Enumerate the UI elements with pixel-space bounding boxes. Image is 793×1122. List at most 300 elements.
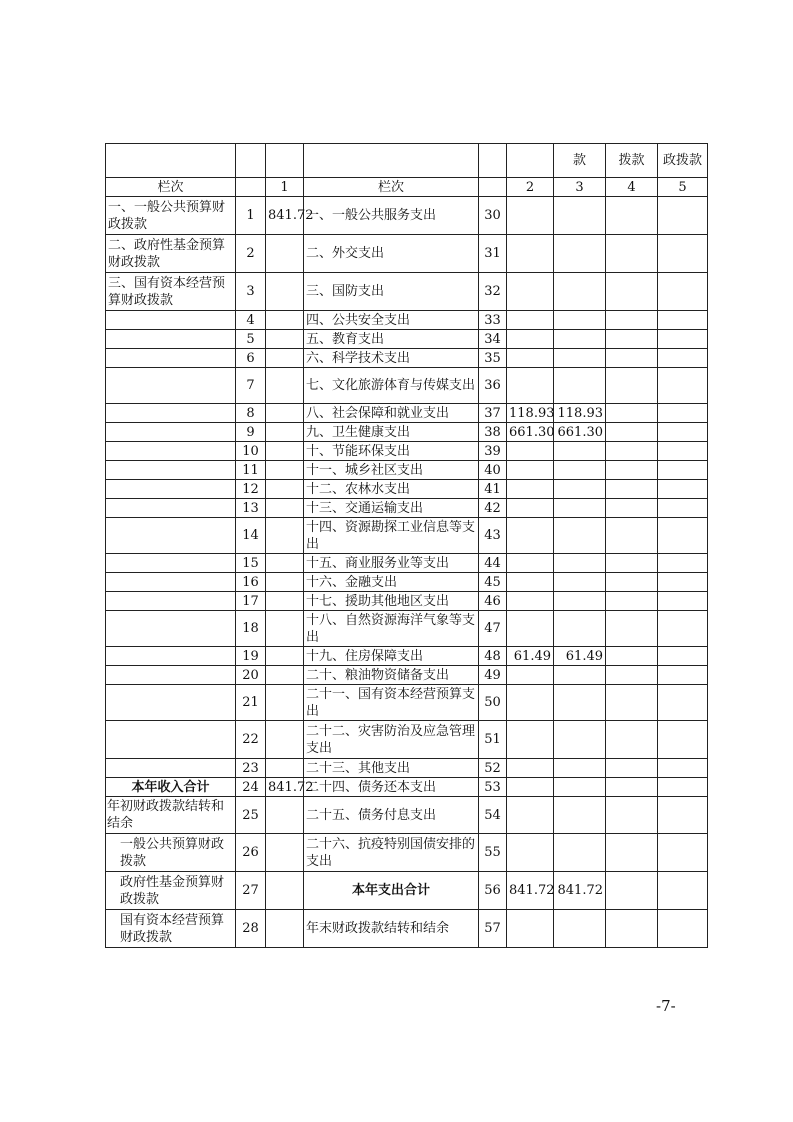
expense-line-no: 42: [479, 499, 507, 518]
column-number-row: [106, 178, 708, 197]
amount-col-2: [507, 778, 554, 797]
expense-line-no: 55: [479, 834, 507, 872]
expense-item-cell: 二十四、债务还本支出: [304, 778, 479, 797]
amount-col-4: [606, 499, 658, 518]
income-line-no: 23: [236, 759, 266, 778]
col-label: 栏次: [106, 178, 236, 197]
col-label: 3: [554, 178, 606, 197]
amount-col-2: [507, 554, 554, 573]
income-item-cell: 年初财政拨款结转和结余: [106, 797, 236, 834]
amount-col-5: [658, 910, 708, 948]
income-item-cell: [106, 461, 236, 480]
income-item-cell: [106, 480, 236, 499]
table-row: [106, 685, 708, 721]
income-line-no: 8: [236, 404, 266, 423]
income-item-cell: [106, 349, 236, 368]
table-row: [106, 592, 708, 611]
amount-col-4: [606, 611, 658, 647]
amount-col-4: [606, 518, 658, 554]
income-line-no: 5: [236, 330, 266, 349]
amount-col-4: [606, 592, 658, 611]
income-item-cell: [106, 647, 236, 666]
expense-line-no: 52: [479, 759, 507, 778]
amount-col-4: [606, 872, 658, 910]
amount-col-4: [606, 423, 658, 442]
amount-col-3: [554, 461, 606, 480]
income-item-cell: 国有资本经营预算财政拨款: [106, 910, 236, 948]
amount-col-3: [554, 592, 606, 611]
income-amount-cell: [266, 349, 304, 368]
expense-item-cell: 八、社会保障和就业支出: [304, 404, 479, 423]
income-line-no: 21: [236, 685, 266, 721]
page-number: -7-: [656, 997, 676, 1015]
amount-col-5: [658, 423, 708, 442]
income-amount-cell: [266, 721, 304, 759]
table-row: [106, 349, 708, 368]
amount-col-5: [658, 592, 708, 611]
income-line-no: 24: [236, 778, 266, 797]
expense-line-no: 35: [479, 349, 507, 368]
amount-col-5: [658, 685, 708, 721]
expense-item-cell: 十七、援助其他地区支出: [304, 592, 479, 611]
income-line-no: 28: [236, 910, 266, 948]
income-amount-cell: [266, 573, 304, 592]
amount-col-5: [658, 518, 708, 554]
income-line-no: 3: [236, 273, 266, 311]
blank-cell: [236, 178, 266, 197]
amount-col-2: [507, 349, 554, 368]
expense-line-no: 41: [479, 480, 507, 499]
blank-cell: [236, 144, 266, 178]
expense-item-cell: 一、一般公共服务支出: [304, 197, 479, 235]
income-line-no: 25: [236, 797, 266, 834]
amount-col-4: [606, 797, 658, 834]
amount-col-3: [554, 759, 606, 778]
amount-col-3: [554, 499, 606, 518]
income-line-no: 6: [236, 349, 266, 368]
amount-col-2: [507, 797, 554, 834]
income-amount-cell: [266, 404, 304, 423]
expense-line-no: 31: [479, 235, 507, 273]
expense-line-no: 32: [479, 273, 507, 311]
income-line-no: 16: [236, 573, 266, 592]
amount-col-2: [507, 480, 554, 499]
income-line-no: 2: [236, 235, 266, 273]
amount-col-2: [507, 685, 554, 721]
income-line-no: 9: [236, 423, 266, 442]
income-amount-cell: 841.72: [266, 778, 304, 797]
income-item-cell: [106, 592, 236, 611]
income-line-no: 17: [236, 592, 266, 611]
income-amount-cell: [266, 311, 304, 330]
amount-col-4: [606, 442, 658, 461]
amount-col-3: [554, 554, 606, 573]
amount-col-3: 841.72: [554, 872, 606, 910]
amount-col-4: [606, 647, 658, 666]
amount-col-5: [658, 311, 708, 330]
amount-col-3: [554, 666, 606, 685]
table-row: [106, 423, 708, 442]
amount-col-3: [554, 573, 606, 592]
income-amount-cell: [266, 518, 304, 554]
table-row: [106, 778, 708, 797]
income-amount-cell: [266, 442, 304, 461]
amount-col-3: [554, 197, 606, 235]
income-line-no: 14: [236, 518, 266, 554]
amount-col-3: [554, 368, 606, 404]
table-row: [106, 442, 708, 461]
expense-line-no: 43: [479, 518, 507, 554]
income-line-no: 7: [236, 368, 266, 404]
table-row: [106, 311, 708, 330]
income-item-cell: 三、国有资本经营预算财政拨款: [106, 273, 236, 311]
amount-col-5: [658, 235, 708, 273]
amount-col-3: [554, 721, 606, 759]
income-item-cell: [106, 423, 236, 442]
expense-line-no: 34: [479, 330, 507, 349]
income-amount-cell: [266, 330, 304, 349]
amount-col-3: [554, 273, 606, 311]
amount-col-4: [606, 461, 658, 480]
amount-col-5: [658, 349, 708, 368]
amount-col-2: [507, 273, 554, 311]
blank-cell: [304, 144, 479, 178]
amount-col-5: [658, 611, 708, 647]
amount-col-4: [606, 721, 658, 759]
col-label: 5: [658, 178, 708, 197]
expense-line-no: 56: [479, 872, 507, 910]
expense-item-cell: 年末财政拨款结转和结余: [304, 910, 479, 948]
amount-col-5: [658, 721, 708, 759]
table-row: [106, 330, 708, 349]
income-amount-cell: [266, 423, 304, 442]
amount-col-3: [554, 778, 606, 797]
expense-item-cell: 十六、金融支出: [304, 573, 479, 592]
income-amount-cell: [266, 797, 304, 834]
amount-col-3: 118.93: [554, 404, 606, 423]
income-amount-cell: [266, 872, 304, 910]
income-item-cell: [106, 759, 236, 778]
header-top-label: 款: [554, 144, 606, 178]
income-item-cell: [106, 442, 236, 461]
expense-line-no: 46: [479, 592, 507, 611]
amount-col-2: 661.30: [507, 423, 554, 442]
amount-col-5: [658, 461, 708, 480]
col-label: 1: [266, 178, 304, 197]
income-item-cell: [106, 368, 236, 404]
income-line-no: 10: [236, 442, 266, 461]
header-top-row: [106, 144, 708, 178]
table-row: [106, 554, 708, 573]
expense-item-cell: 二十五、债务付息支出: [304, 797, 479, 834]
expense-item-cell: 二十一、国有资本经营预算支出: [304, 685, 479, 721]
amount-col-3: [554, 442, 606, 461]
col-label: 栏次: [304, 178, 479, 197]
income-item-cell: [106, 499, 236, 518]
amount-col-3: [554, 311, 606, 330]
income-line-no: 27: [236, 872, 266, 910]
amount-col-4: [606, 349, 658, 368]
income-item-cell: [106, 311, 236, 330]
expense-item-cell: 六、科学技术支出: [304, 349, 479, 368]
income-amount-cell: [266, 480, 304, 499]
income-item-cell: 政府性基金预算财政拨款: [106, 872, 236, 910]
header-top-label: 政拨款: [658, 144, 708, 178]
expense-item-cell: 十二、农林水支出: [304, 480, 479, 499]
expense-item-cell: 十五、商业服务业等支出: [304, 554, 479, 573]
table-row: [106, 872, 708, 910]
amount-col-5: [658, 368, 708, 404]
amount-col-3: [554, 797, 606, 834]
expense-line-no: 37: [479, 404, 507, 423]
income-item-cell: [106, 554, 236, 573]
budget-table: [105, 143, 708, 948]
income-item-cell: [106, 573, 236, 592]
income-amount-cell: [266, 235, 304, 273]
amount-col-4: [606, 235, 658, 273]
amount-col-4: [606, 685, 658, 721]
income-amount-cell: [266, 910, 304, 948]
income-item-cell: [106, 330, 236, 349]
table-row: [106, 666, 708, 685]
amount-col-4: [606, 330, 658, 349]
income-item-cell: [106, 685, 236, 721]
expense-line-no: 33: [479, 311, 507, 330]
table-row: [106, 721, 708, 759]
amount-col-4: [606, 197, 658, 235]
income-item-cell: [106, 518, 236, 554]
table-row: [106, 461, 708, 480]
amount-col-2: [507, 611, 554, 647]
amount-col-2: [507, 330, 554, 349]
income-amount-cell: [266, 611, 304, 647]
col-label: 2: [507, 178, 554, 197]
table-row: [106, 573, 708, 592]
amount-col-2: [507, 368, 554, 404]
amount-col-5: [658, 797, 708, 834]
expense-item-cell: 二十六、抗疫特别国债安排的支出: [304, 834, 479, 872]
income-line-no: 1: [236, 197, 266, 235]
amount-col-5: [658, 480, 708, 499]
amount-col-2: [507, 197, 554, 235]
amount-col-5: [658, 778, 708, 797]
amount-col-3: 61.49: [554, 647, 606, 666]
amount-col-3: [554, 834, 606, 872]
income-item-cell: 二、政府性基金预算财政拨款: [106, 235, 236, 273]
amount-col-2: 118.93: [507, 404, 554, 423]
col-label: 4: [606, 178, 658, 197]
amount-col-2: [507, 518, 554, 554]
expense-line-no: 51: [479, 721, 507, 759]
amount-col-2: 841.72: [507, 872, 554, 910]
income-amount-cell: [266, 666, 304, 685]
amount-col-5: [658, 666, 708, 685]
income-line-no: 13: [236, 499, 266, 518]
income-amount-cell: [266, 554, 304, 573]
table-row: [106, 197, 708, 235]
amount-col-4: [606, 404, 658, 423]
table-row: [106, 611, 708, 647]
amount-col-2: [507, 592, 554, 611]
amount-col-4: [606, 273, 658, 311]
income-amount-cell: [266, 592, 304, 611]
income-item-cell: 本年收入合计: [106, 778, 236, 797]
blank-cell: [479, 178, 507, 197]
blank-cell: [266, 144, 304, 178]
amount-col-3: [554, 685, 606, 721]
amount-col-4: [606, 554, 658, 573]
expense-item-cell: 十九、住房保障支出: [304, 647, 479, 666]
expense-item-cell: 二、外交支出: [304, 235, 479, 273]
amount-col-3: [554, 235, 606, 273]
amount-col-2: [507, 461, 554, 480]
amount-col-4: [606, 573, 658, 592]
expense-line-no: 30: [479, 197, 507, 235]
table-row: [106, 480, 708, 499]
expense-item-cell: 四、公共安全支出: [304, 311, 479, 330]
expense-line-no: 40: [479, 461, 507, 480]
table-row: [106, 404, 708, 423]
expense-line-no: 49: [479, 666, 507, 685]
amount-col-5: [658, 273, 708, 311]
amount-col-2: [507, 442, 554, 461]
expense-line-no: 53: [479, 778, 507, 797]
amount-col-5: [658, 499, 708, 518]
amount-col-4: [606, 834, 658, 872]
amount-col-3: [554, 518, 606, 554]
income-line-no: 18: [236, 611, 266, 647]
income-amount-cell: [266, 834, 304, 872]
amount-col-2: [507, 666, 554, 685]
income-line-no: 20: [236, 666, 266, 685]
income-item-cell: [106, 404, 236, 423]
income-item-cell: [106, 721, 236, 759]
income-amount-cell: [266, 461, 304, 480]
expense-line-no: 38: [479, 423, 507, 442]
income-line-no: 4: [236, 311, 266, 330]
income-item-cell: 一般公共预算财政拨款: [106, 834, 236, 872]
amount-col-2: [507, 910, 554, 948]
amount-col-5: [658, 404, 708, 423]
amount-col-2: [507, 235, 554, 273]
amount-col-5: [658, 197, 708, 235]
table-row: [106, 235, 708, 273]
expense-item-cell: 十、节能环保支出: [304, 442, 479, 461]
amount-col-2: [507, 573, 554, 592]
income-amount-cell: 841.72: [266, 197, 304, 235]
expense-line-no: 47: [479, 611, 507, 647]
income-line-no: 19: [236, 647, 266, 666]
amount-col-4: [606, 311, 658, 330]
expense-item-cell: 十四、资源勘探工业信息等支出: [304, 518, 479, 554]
amount-col-5: [658, 759, 708, 778]
amount-col-4: [606, 368, 658, 404]
amount-col-3: [554, 349, 606, 368]
expense-item-cell: 二十二、灾害防治及应急管理支出: [304, 721, 479, 759]
expense-line-no: 57: [479, 910, 507, 948]
expense-item-cell: 本年支出合计: [304, 872, 479, 910]
table-row: [106, 759, 708, 778]
expense-line-no: 39: [479, 442, 507, 461]
expense-item-cell: 五、教育支出: [304, 330, 479, 349]
table-row: [106, 368, 708, 404]
income-amount-cell: [266, 685, 304, 721]
amount-col-4: [606, 759, 658, 778]
income-line-no: 11: [236, 461, 266, 480]
income-line-no: 26: [236, 834, 266, 872]
amount-col-4: [606, 910, 658, 948]
amount-col-5: [658, 330, 708, 349]
expense-line-no: 44: [479, 554, 507, 573]
income-item-cell: [106, 611, 236, 647]
expense-item-cell: 十八、自然资源海洋气象等支出: [304, 611, 479, 647]
blank-cell: [479, 144, 507, 178]
table-row: [106, 834, 708, 872]
amount-col-5: [658, 834, 708, 872]
amount-col-3: [554, 910, 606, 948]
expense-item-cell: 二十、粮油物资储备支出: [304, 666, 479, 685]
amount-col-2: [507, 499, 554, 518]
header-top-label: 拨款: [606, 144, 658, 178]
table-row: [106, 797, 708, 834]
amount-col-2: [507, 311, 554, 330]
expense-line-no: 50: [479, 685, 507, 721]
income-amount-cell: [266, 759, 304, 778]
amount-col-4: [606, 666, 658, 685]
amount-col-3: [554, 611, 606, 647]
expense-item-cell: 七、文化旅游体育与传媒支出: [304, 368, 479, 404]
table-row: [106, 499, 708, 518]
table-row: [106, 910, 708, 948]
expense-line-no: 45: [479, 573, 507, 592]
amount-col-3: 661.30: [554, 423, 606, 442]
expense-item-cell: 九、卫生健康支出: [304, 423, 479, 442]
amount-col-3: [554, 480, 606, 499]
expense-item-cell: 二十三、其他支出: [304, 759, 479, 778]
expense-item-cell: 三、国防支出: [304, 273, 479, 311]
income-line-no: 15: [236, 554, 266, 573]
income-amount-cell: [266, 499, 304, 518]
amount-col-5: [658, 872, 708, 910]
table-row: [106, 647, 708, 666]
amount-col-5: [658, 573, 708, 592]
amount-col-5: [658, 554, 708, 573]
blank-cell: [106, 144, 236, 178]
amount-col-4: [606, 480, 658, 499]
amount-col-5: [658, 647, 708, 666]
expense-line-no: 54: [479, 797, 507, 834]
blank-cell: [507, 144, 554, 178]
amount-col-3: [554, 330, 606, 349]
expense-item-cell: 十三、交通运输支出: [304, 499, 479, 518]
income-item-cell: 一、一般公共预算财政拨款: [106, 197, 236, 235]
expense-line-no: 48: [479, 647, 507, 666]
income-amount-cell: [266, 368, 304, 404]
table-row: [106, 518, 708, 554]
amount-col-2: [507, 721, 554, 759]
income-item-cell: [106, 666, 236, 685]
amount-col-2: 61.49: [507, 647, 554, 666]
table-row: [106, 273, 708, 311]
income-amount-cell: [266, 273, 304, 311]
income-line-no: 22: [236, 721, 266, 759]
amount-col-4: [606, 778, 658, 797]
income-amount-cell: [266, 647, 304, 666]
amount-col-5: [658, 442, 708, 461]
expense-item-cell: 十一、城乡社区支出: [304, 461, 479, 480]
amount-col-2: [507, 834, 554, 872]
expense-line-no: 36: [479, 368, 507, 404]
